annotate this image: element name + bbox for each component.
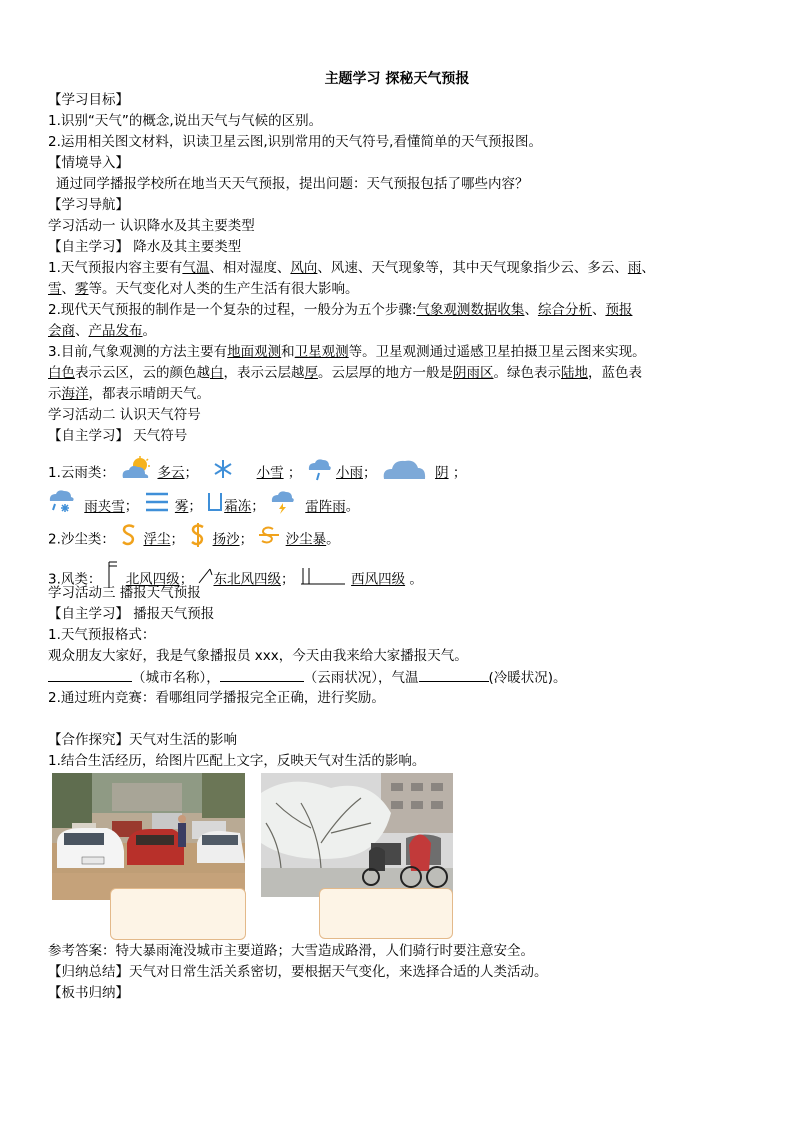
overcast-icon <box>381 456 427 490</box>
label-frost: 霜冻 <box>224 498 252 515</box>
format-heading: 1.天气预报格式： <box>48 627 156 643</box>
snow-caption-box[interactable] <box>319 888 453 939</box>
label-sandstorm: 沙尘暴 <box>285 531 327 548</box>
label-north-wind: 北风四级 <box>125 571 180 588</box>
light-rain-icon <box>306 456 332 490</box>
answer-rain: 雨 <box>627 260 642 276</box>
cloud-blank <box>220 667 304 682</box>
frost-icon <box>206 491 224 522</box>
floating-dust-icon <box>119 522 139 557</box>
cloudy-icon <box>119 456 153 490</box>
thunderstorm-icon <box>269 489 295 524</box>
flood-caption-box[interactable] <box>110 888 246 940</box>
light-snow-icon <box>212 458 234 488</box>
activity-3-title: 学习活动三 播报天气预报 <box>48 585 201 601</box>
activity-2-title: 学习活动二 认识天气符号 <box>48 407 201 423</box>
heading-cooperation: 【合作探究】天气对生活的影响 <box>48 732 237 748</box>
self-study-2: 【自主学习】 天气符号 <box>48 428 188 444</box>
scenario-text: 通过同学播报学校所在地当天天气预报，提出问题：天气预报包括了哪些内容？ <box>56 176 529 192</box>
cloud-rain-row-1: 1.云雨类： 多云； 小雪 ； 小雨； 阴 ； <box>48 456 748 490</box>
answer-publish: 产品发布 <box>88 323 143 339</box>
sleet-icon <box>48 488 76 525</box>
blowing-sand-icon <box>188 522 208 557</box>
answer-temperature: 气温 <box>182 260 210 276</box>
para-3-line-3: 示海洋，都表示晴朗天气。 <box>48 386 210 402</box>
answer-satellite-obs: 卫星观测 <box>294 344 349 360</box>
flood-photo <box>52 773 245 900</box>
answer-observation: 气象观测数据收集 <box>416 302 525 318</box>
answer-white: 白色 <box>48 365 75 381</box>
label-fog: 雾 <box>174 498 189 515</box>
label-floating-dust: 浮尘 <box>143 531 171 548</box>
para-3-line-2: 白色表示云区，云的颜色越白，表示云层越厚。云层厚的地方一般是阴雨区。绿色表示陆地，蓝色表 <box>48 365 642 381</box>
heading-scenario: 【情境导入】 <box>48 155 129 171</box>
dust-row: 2.沙尘类： 浮尘； 扬沙； 沙尘暴。 <box>48 522 748 557</box>
label-west-wind: 西风四级 <box>351 571 406 588</box>
answer-bai: 白 <box>210 365 224 381</box>
cloud-rain-row-2: 雨夹雪； 雾； 霜冻； 雷阵雨。 <box>48 488 748 525</box>
answer-wind-direction: 风向 <box>290 260 318 276</box>
label-thunderstorm: 雷阵雨 <box>305 498 346 515</box>
para-3-line-1: 3.目前,气象观测的方法主要有地面观测和卫星观测等。卫星观测通过遥感卫星拍摄卫星云图来实现。 <box>48 344 646 360</box>
label-light-rain: 小雨 <box>335 465 363 481</box>
label-northeast-wind: 东北风四级 <box>213 571 281 588</box>
label-overcast: 阴 <box>435 465 449 481</box>
sandstorm-icon <box>257 525 281 554</box>
wind-row: 3.风类： 北风四级； 东北风四级； 西风四级 。 <box>48 560 748 599</box>
label-cloudy: 多云 <box>157 465 185 481</box>
goal-1: 1.识别“天气”的概念,说出天气与气候的区别。 <box>48 113 323 129</box>
format-template: （城市名称）， （云雨状况），气温 (冷暖状况)。 <box>48 667 748 689</box>
para-2-line-1: 2.现代天气预报的制作是一个复杂的过程，一般分为五个步骤:气象观测数据收集、综合分析、预报 <box>48 302 633 318</box>
heading-navigation: 【学习导航】 <box>48 197 129 213</box>
self-study-3: 【自主学习】 播报天气预报 <box>48 606 215 622</box>
para-2-line-2: 会商、产品发布。 <box>48 323 156 339</box>
temperature-blank <box>419 667 489 682</box>
label-blowing-sand: 扬沙 <box>212 531 240 548</box>
cooperation-task: 1.结合生活经历，给图片匹配上文字，反映天气对生活的影响。 <box>48 753 426 769</box>
format-competition: 2.通过班内竞赛：看哪组同学播报完全正确，进行奖励。 <box>48 690 385 706</box>
heading-board-summary: 【板书归纳】 <box>48 985 129 1001</box>
self-study-1: 【自主学习】 降水及其主要类型 <box>48 239 242 255</box>
summary: 【归纳总结】天气对日常生活关系密切，要根据天气变化，来选择合适的人类活动。 <box>48 964 548 980</box>
answer-forecast-1: 预报 <box>605 302 633 318</box>
label-light-snow: 小雪 <box>256 465 284 481</box>
heading-learning-goals: 【学习目标】 <box>48 92 129 108</box>
snow-photo <box>261 773 453 897</box>
page-title: 主题学习 探秘天气预报 <box>324 71 470 87</box>
answer-rain-area: 阴雨区 <box>453 365 494 381</box>
answer-analysis: 综合分析 <box>537 302 592 318</box>
answer-thick: 厚 <box>304 365 318 381</box>
answer-forecast-2: 会商 <box>48 323 75 339</box>
para-1-line-1: 1.天气预报内容主要有气温、相对湿度、风向、风速、天气现象等，其中天气现象指少云、多云、雨、 <box>48 260 655 276</box>
answer-ocean: 海洋 <box>61 386 89 402</box>
format-greeting: 观众朋友大家好，我是气象播报员 xxx，今天由我来给大家播报天气。 <box>48 648 468 664</box>
city-blank <box>48 667 132 682</box>
answer-snow: 雪 <box>48 281 62 297</box>
activity-1-title: 学习活动一 认识降水及其主要类型 <box>48 218 255 234</box>
label-sleet: 雨夹雪 <box>84 498 125 515</box>
goal-2: 2.运用相关图文材料，识读卫星云图,识别常用的天气符号,看懂简单的天气预报图。 <box>48 134 542 150</box>
fog-icon <box>143 490 171 523</box>
answer-ground-obs: 地面观测 <box>227 344 282 360</box>
reference-answer: 参考答案：特大暴雨淹没城市主要道路；大雪造成路滑，人们骑行时要注意安全。 <box>48 943 534 959</box>
para-1-line-2: 雪、雾等。天气变化对人类的生产生活有很大影响。 <box>48 281 359 297</box>
answer-fog: 雾 <box>75 281 89 297</box>
answer-land: 陆地 <box>561 365 588 381</box>
